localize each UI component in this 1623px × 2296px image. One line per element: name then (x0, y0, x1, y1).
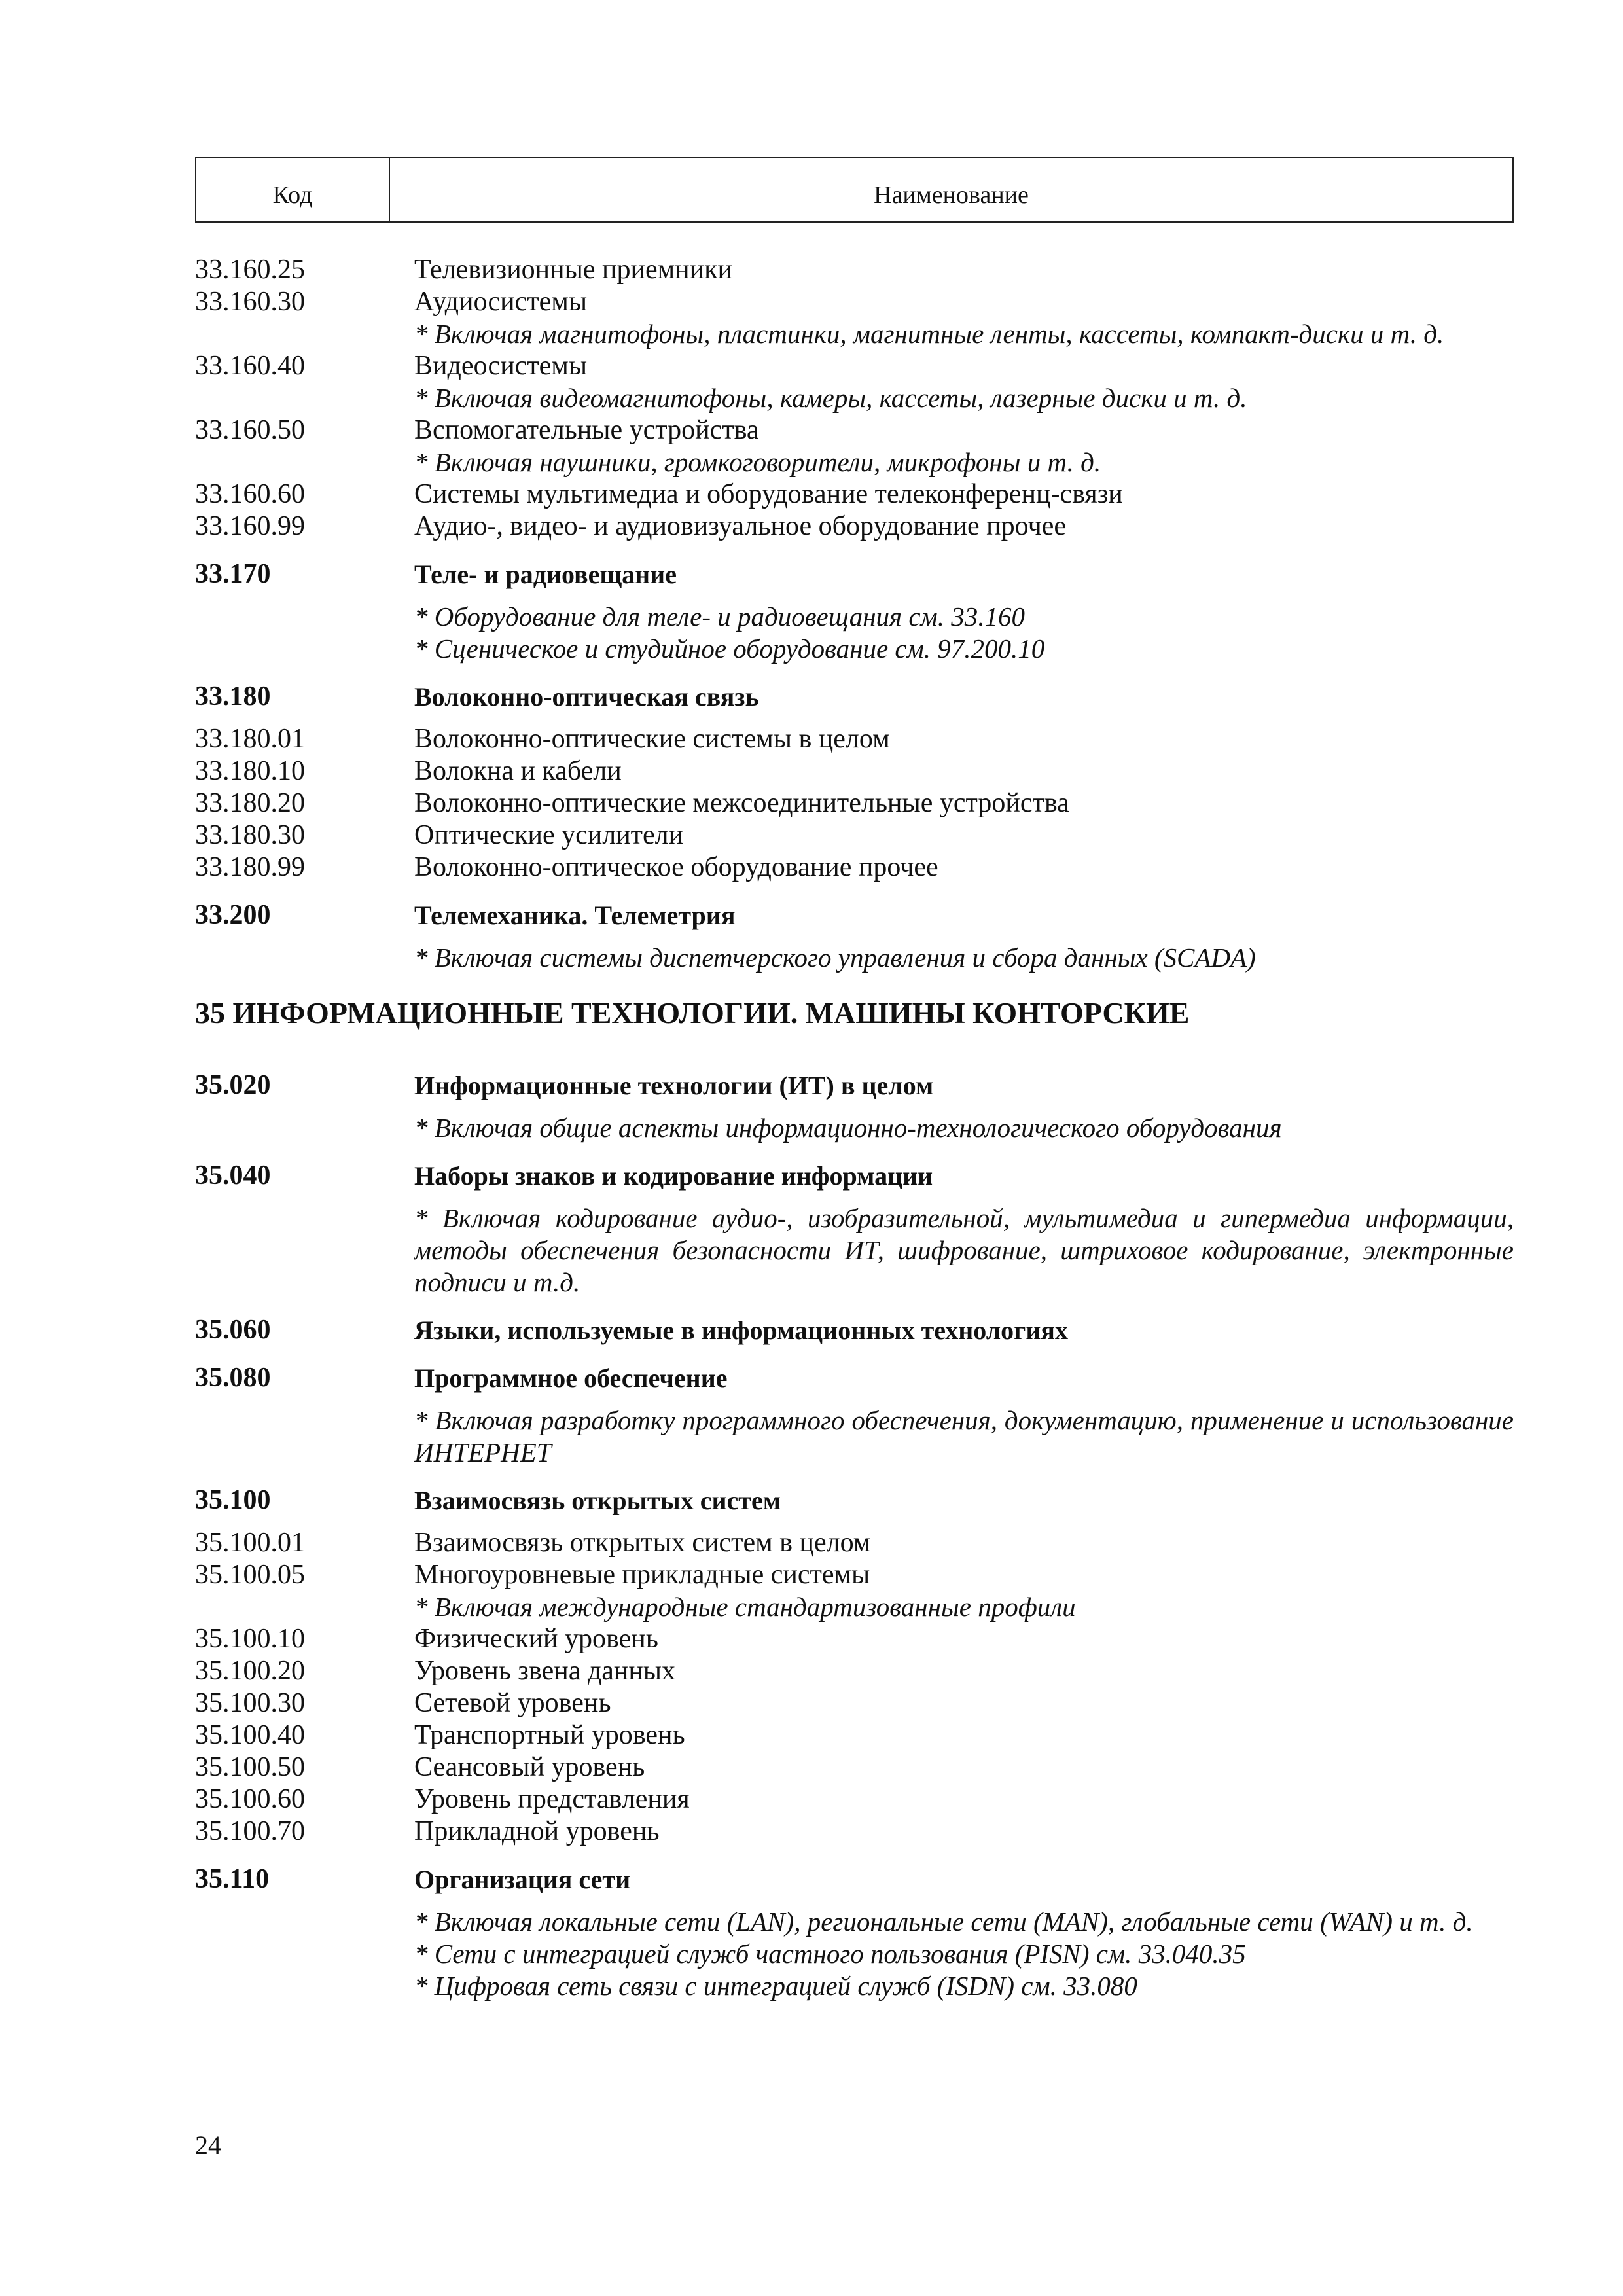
table-header (195, 157, 1514, 223)
group-title: Программное обеспечение (414, 1363, 728, 1393)
item-title: Видеосистемы (414, 351, 588, 381)
group-note: * Сценическое и студийное оборудование см. 97.200.10 (414, 634, 1045, 664)
item-note: * Включая видеомагнитофоны, камеры, кассеты, лазерные диски и т. д. (414, 383, 1247, 413)
group-code: 35.100 (195, 1485, 271, 1515)
list-item (195, 1655, 1514, 1687)
group-note: * Включая общие аспекты информационно-технологического оборудования (414, 1113, 1282, 1143)
group-note: * Включая разработку программного обеспечения, документацию, применение и использование ИНТЕРНЕТ (414, 1405, 1514, 1467)
list-item (195, 350, 1514, 414)
list-item (195, 1816, 1514, 1848)
list-item (195, 1784, 1514, 1816)
list-item (195, 1719, 1514, 1751)
group-heading (195, 558, 1514, 590)
item-title: Сетевой уровень (414, 1688, 611, 1718)
list-item (195, 852, 1514, 884)
list-item (195, 1687, 1514, 1719)
item-title: Аудиосистемы (414, 287, 588, 317)
item-code: 33.180.01 (195, 724, 305, 754)
item-title: Волоконно-оптические межсоединительные устройства (414, 788, 1069, 818)
item-code: 33.160.30 (195, 287, 305, 317)
item-code: 35.100.05 (195, 1560, 305, 1590)
item-title: Телевизионные приемники (414, 255, 732, 285)
group-title: Информационные технологии (ИТ) в целом (414, 1071, 934, 1100)
group-code: 35.040 (195, 1160, 271, 1191)
group-title: Волоконно-оптическая связь (414, 682, 759, 711)
item-code: 33.180.10 (195, 756, 305, 786)
item-code: 35.100.50 (195, 1752, 305, 1782)
group-title: Наборы знаков и кодирование информации (414, 1161, 933, 1191)
list-item (195, 286, 1514, 350)
group-code: 35.060 (195, 1315, 271, 1345)
list-item (195, 1751, 1514, 1784)
item-code: 35.100.60 (195, 1784, 305, 1814)
item-title: Взаимосвязь открытых систем в целом (414, 1528, 871, 1558)
item-code: 35.100.20 (195, 1656, 305, 1686)
classifier-list (195, 254, 1514, 2002)
group-heading (195, 1069, 1514, 1102)
item-code: 33.180.30 (195, 820, 305, 850)
item-code: 35.100.70 (195, 1816, 305, 1846)
group-code: 33.180 (195, 681, 271, 711)
item-title: Сеансовый уровень (414, 1752, 645, 1782)
item-title: Волоконно-оптическое оборудование прочее (414, 852, 938, 882)
group-title: Взаимосвязь открытых систем (414, 1486, 781, 1515)
list-item (195, 414, 1514, 478)
list-item (195, 1527, 1514, 1559)
item-code: 35.100.30 (195, 1688, 305, 1718)
group-note: * Цифровая сеть связи с интеграцией служб (ISDN) см. 33.080 (414, 1971, 1137, 2001)
group-code: 35.110 (195, 1864, 270, 1894)
item-code: 35.100.10 (195, 1624, 305, 1654)
page-number: 24 (195, 2130, 221, 2160)
group-heading (195, 681, 1514, 713)
group-heading (195, 1863, 1514, 1895)
item-title: Системы мультимедиа и оборудование телеконференц-связи (414, 479, 1123, 509)
group-heading (195, 1314, 1514, 1346)
item-title: Оптические усилители (414, 820, 684, 850)
list-item (195, 1559, 1514, 1623)
group-heading (195, 899, 1514, 931)
item-code: 33.160.50 (195, 415, 305, 445)
group-code: 35.080 (195, 1363, 271, 1393)
list-item (195, 819, 1514, 852)
item-title: Прикладной уровень (414, 1816, 660, 1846)
group-title: Телемеханика. Телеметрия (414, 901, 736, 930)
item-title: Физический уровень (414, 1624, 658, 1654)
list-item (195, 755, 1514, 787)
group-heading (195, 1362, 1514, 1394)
group-title: Теле- и радиовещание (414, 560, 677, 589)
group-note: * Сети с интеграцией служб частного пользования (PISN) см. 33.040.35 (414, 1939, 1246, 1969)
item-title: Вспомогательные устройства (414, 415, 759, 445)
header-name: Наименование (874, 181, 1029, 209)
item-code: 35.100.01 (195, 1528, 305, 1558)
group-code: 33.170 (195, 559, 271, 589)
group-note: * Включая системы диспетчерского управления и сбора данных (SCADA) (414, 942, 1256, 973)
item-title: Уровень представления (414, 1784, 690, 1814)
item-title: Волокна и кабели (414, 756, 622, 786)
group-title: Организация сети (414, 1865, 631, 1894)
item-code: 33.180.20 (195, 788, 305, 818)
group-note: * Оборудование для теле- и радиовещания см. 33.160 (414, 601, 1025, 632)
list-item (195, 511, 1514, 543)
item-code: 33.180.99 (195, 852, 305, 882)
list-item (195, 723, 1514, 755)
item-code: 33.160.40 (195, 351, 305, 381)
list-item (195, 1623, 1514, 1655)
group-heading (195, 1160, 1514, 1192)
item-note: * Включая магнитофоны, пластинки, магнитные ленты, кассеты, компакт-диски и т. д. (414, 319, 1444, 349)
item-note: * Включая международные стандартизованные профили (414, 1592, 1076, 1622)
item-code: 33.160.99 (195, 511, 305, 541)
group-heading (195, 1484, 1514, 1516)
item-title: Транспортный уровень (414, 1720, 685, 1750)
section-title: 35 ИНФОРМАЦИОННЫЕ ТЕХНОЛОГИИ. МАШИНЫ КОНТОРСКИЕ (195, 996, 1190, 1030)
group-note: * Включая локальные сети (LAN), региональные сети (MAN), глобальные сети (WAN) и т. д. (414, 1907, 1473, 1937)
group-title: Языки, используемые в информационных технологиях (414, 1316, 1069, 1345)
item-title: Многоуровневые прикладные системы (414, 1560, 870, 1590)
group-code: 35.020 (195, 1070, 271, 1100)
list-item (195, 254, 1514, 286)
group-code: 33.200 (195, 900, 271, 930)
list-item (195, 478, 1514, 511)
item-note: * Включая наушники, громкоговорители, микрофоны и т. д. (414, 447, 1101, 477)
header-code: Код (196, 158, 390, 221)
item-code: 33.160.60 (195, 479, 305, 509)
item-title: Уровень звена данных (414, 1656, 676, 1686)
item-code: 35.100.40 (195, 1720, 305, 1750)
item-title: Аудио-, видео- и аудиовизуальное оборудование прочее (414, 511, 1066, 541)
list-item (195, 787, 1514, 819)
item-code: 33.160.25 (195, 255, 305, 285)
group-note: * Включая кодирование аудио-, изобразительной, мультимедиа и гипермедиа информации, методы обеспечения безопасности ИТ, шифрование, штриховое кодирование, электронные подписи и т.д. (414, 1203, 1514, 1297)
item-title: Волоконно-оптические системы в целом (414, 724, 890, 754)
